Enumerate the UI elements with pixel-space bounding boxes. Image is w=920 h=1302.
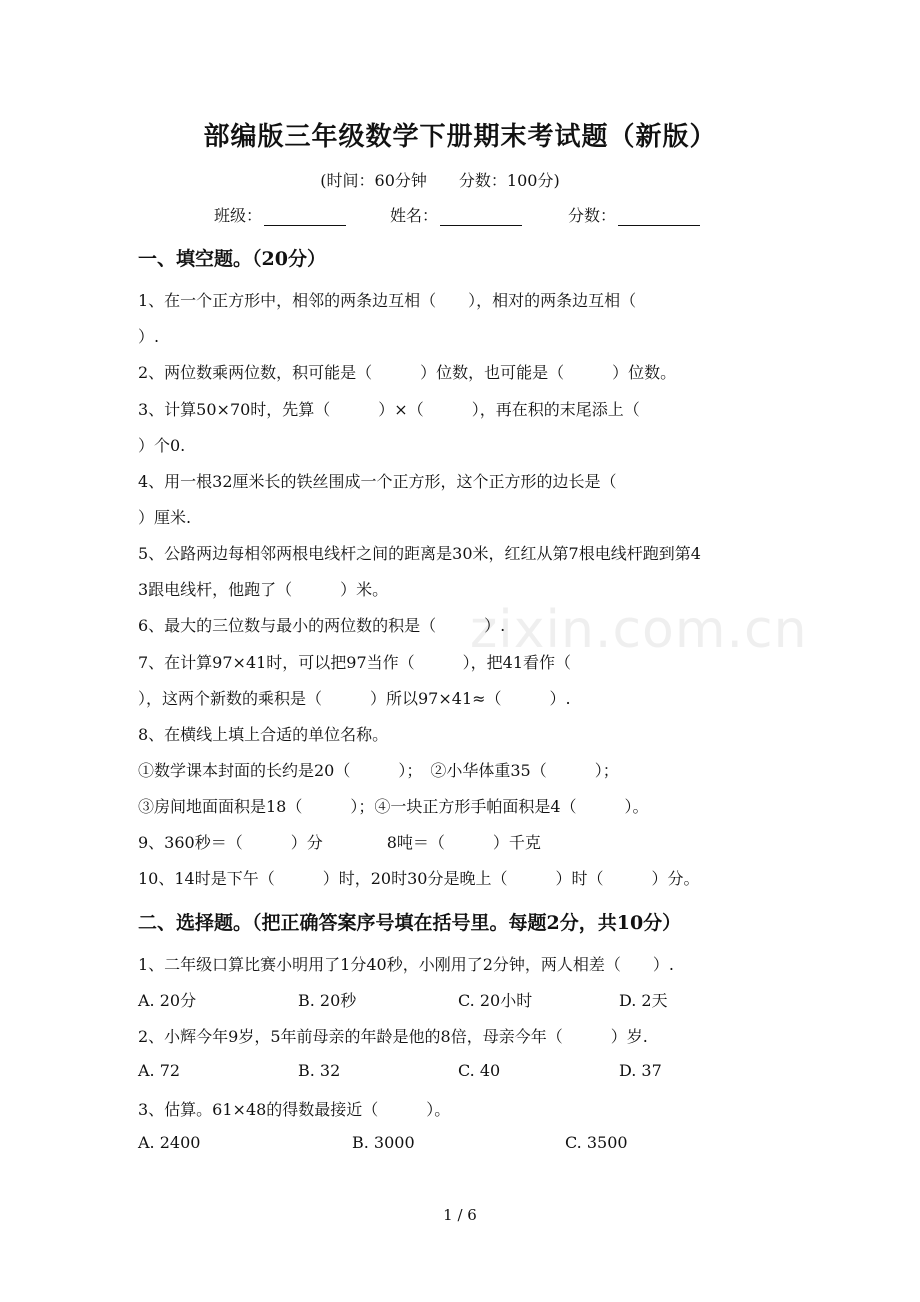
question-line: ）. [138, 327, 160, 346]
question-line: 1、在一个正方形中，相邻的两条边互相（ ），相对的两条边互相（ [138, 291, 637, 310]
section-fill-blank-heading: 一、填空题。（20分） [138, 248, 326, 270]
name-blank [440, 207, 522, 226]
question-line: ）厘米. [138, 508, 192, 527]
class-blank [264, 207, 346, 226]
choice-question: 1、二年级口算比赛小明用了1分40秒，小刚用了2分钟，两人相差（ ）. [138, 955, 674, 974]
question-line: 3、计算50×70时，先算（ ）×（ ），再在积的末尾添上（ [138, 400, 640, 419]
question-line: 5、公路两边每相邻两根电线杆之间的距离是30米，红红从第7根电线杆跑到第4 [138, 544, 701, 563]
score-label: 分数： [568, 206, 617, 225]
question-line: 10、14时是下午（ ）时，20时30分是晚上（ ）时（ ）分。 [138, 869, 700, 888]
choice-option: B. 3000 [352, 1133, 415, 1152]
choice-option: D. 37 [619, 1061, 662, 1080]
choice-option: B. 20秒 [298, 991, 357, 1010]
choice-option: C. 40 [458, 1061, 501, 1080]
choice-option: D. 2天 [619, 991, 668, 1010]
page-title: 部编版三年级数学下册期末考试题（新版） [203, 122, 717, 152]
question-line: ）个0. [138, 436, 186, 455]
question-line: 3跟电线杆，他跑了（ ）米。 [138, 580, 389, 599]
name-label: 姓名： [390, 206, 439, 225]
page-number: 1 / 6 [443, 1206, 477, 1224]
name-field [390, 203, 522, 226]
question-line: ），这两个新数的乘积是（ ）所以97×41≈（ ）. [138, 689, 571, 708]
question-line: 7、在计算97×41时，可以把97当作（ ），把41看作（ [138, 653, 572, 672]
section-multiple-choice-heading: 二、选择题。（把正确答案序号填在括号里。每题2分，共10分） [138, 912, 682, 934]
choice-option: B. 32 [298, 1061, 341, 1080]
choice-option: C. 20小时 [458, 991, 533, 1010]
score-blank [618, 207, 700, 226]
student-info-fields [0, 203, 920, 229]
watermark: zixin.com.cn [470, 600, 808, 660]
choice-question: 3、估算。61×48的得数最接近（ ）。 [138, 1100, 451, 1119]
choice-option: A. 72 [138, 1061, 181, 1080]
question-line: 4、用一根32厘米长的铁丝围成一个正方形，这个正方形的边长是（ [138, 472, 617, 491]
choice-option: C. 3500 [565, 1133, 628, 1152]
question-line: 9、360秒＝（ ）分 8吨＝（ ）千克 [138, 833, 541, 852]
question-line: 2、两位数乘两位数，积可能是（ ）位数，也可能是（ ）位数。 [138, 363, 677, 382]
choice-option: A. 2400 [138, 1133, 201, 1152]
question-line: 8、在横线上填上合适的单位名称。 [138, 725, 389, 744]
score-field [568, 203, 700, 226]
exam-info: (时间：60分钟 分数：100分) [320, 171, 560, 190]
question-line: ①数学课本封面的长约是20（ ）； ②小华体重35（ ）； [138, 761, 619, 780]
choice-option: A. 20分 [138, 991, 197, 1010]
question-line: ③房间地面面积是18（ ）；④一块正方形手帕面积是4（ ）。 [138, 797, 649, 816]
class-field [214, 203, 346, 226]
class-label: 班级： [214, 206, 263, 225]
question-line: 6、最大的三位数与最小的两位数的积是（ ）. [138, 616, 506, 635]
choice-question: 2、小辉今年9岁，5年前母亲的年龄是他的8倍，母亲今年（ ）岁. [138, 1027, 648, 1046]
